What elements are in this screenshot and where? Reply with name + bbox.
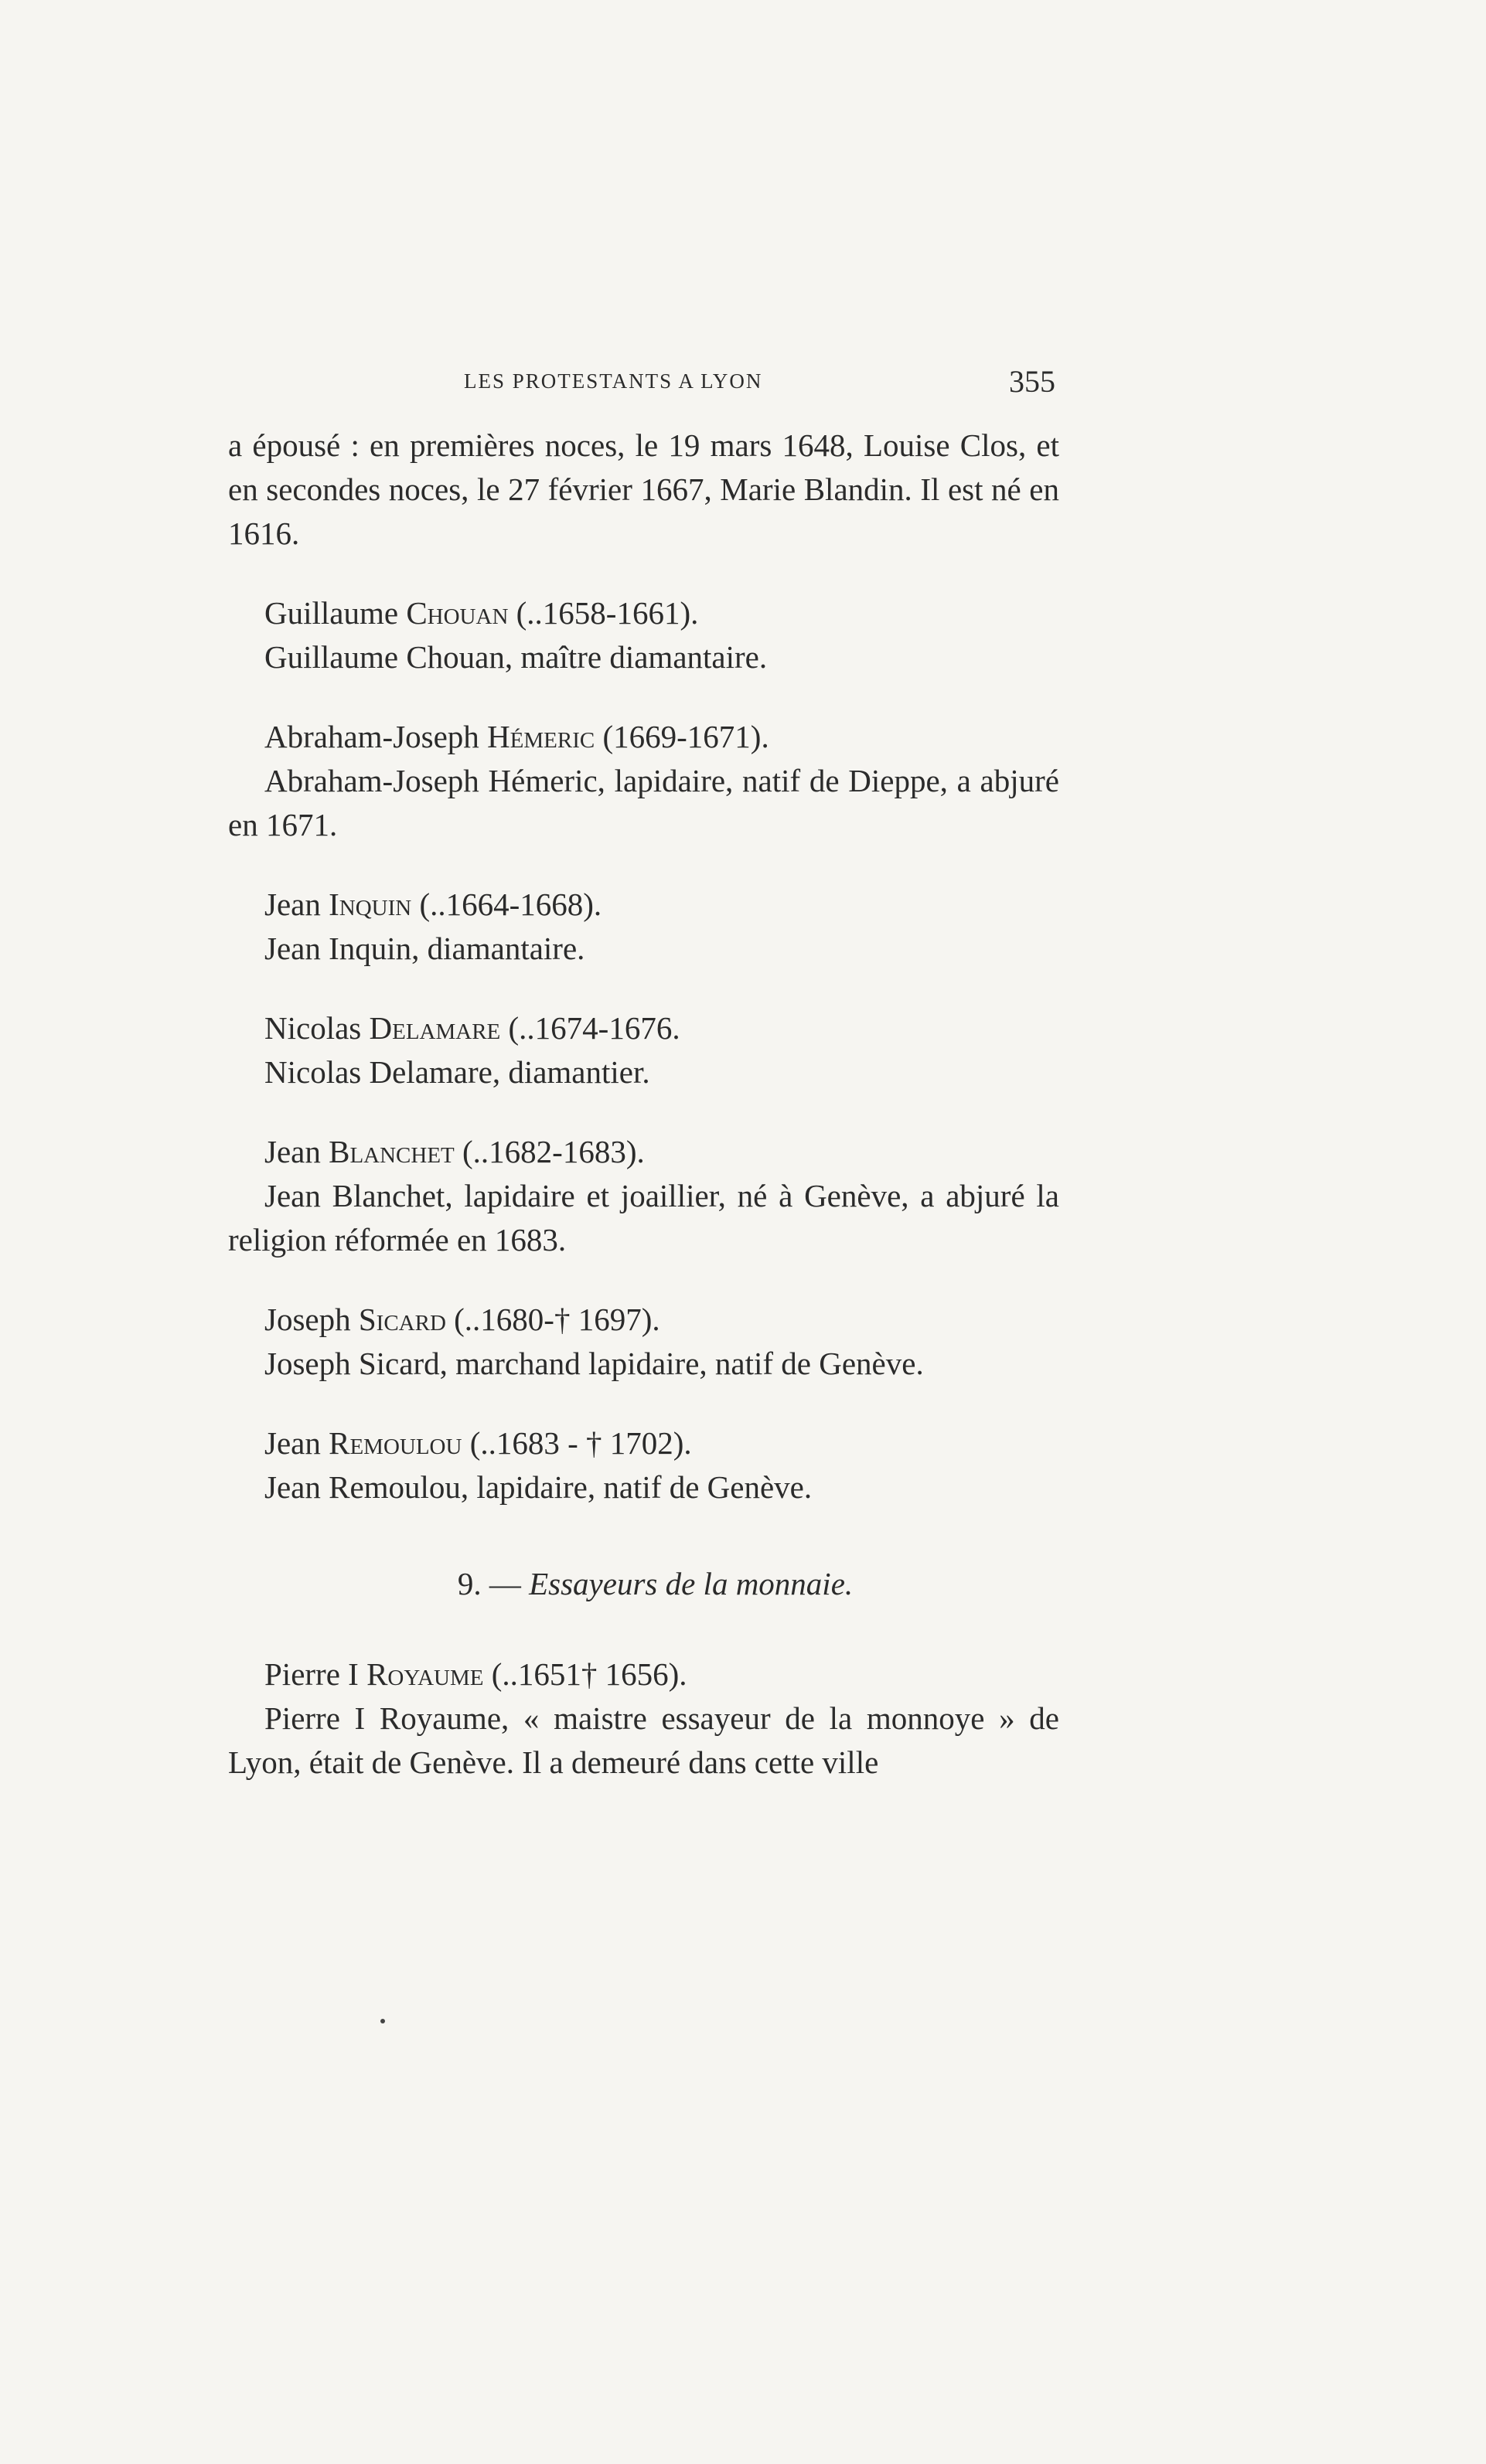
running-title: LES PROTESTANTS A LYON — [464, 369, 763, 393]
page-number: 355 — [1009, 364, 1055, 399]
entry-heading — [228, 591, 1059, 635]
entry-heading — [228, 1130, 1059, 1174]
entry-heading — [228, 1652, 1059, 1697]
entry-heading — [228, 1298, 1059, 1342]
entry-heading — [228, 715, 1059, 759]
entry-surname: Sicard — [358, 1302, 446, 1337]
ink-speck — [380, 2019, 385, 2023]
entry-description: Nicolas Delamare, diamantier. — [264, 1054, 650, 1090]
entry-given-name: Jean — [264, 887, 329, 922]
entry-surname: Blanchet — [329, 1134, 455, 1169]
entry-heading — [228, 883, 1059, 927]
entry-description: Pierre I Royaume, « maistre essayeur de la monnoye » de Lyon, était de Genève. Il a demeuré dans cette ville — [228, 1700, 1059, 1780]
entry-surname: Royaume — [366, 1656, 484, 1692]
entry-heading — [228, 1421, 1059, 1465]
entry-dates: (..1674-1676. — [500, 1010, 680, 1046]
entry-given-name: Jean — [264, 1425, 329, 1461]
entry-dates: (..1680-† 1697). — [445, 1302, 660, 1337]
entry-given-name: Nicolas — [264, 1010, 370, 1046]
entry-given-name: Guillaume — [264, 595, 407, 631]
entry-description: Jean Inquin, diamantaire. — [264, 931, 585, 966]
section-title: Essayeurs de la monnaie. — [529, 1566, 854, 1601]
entry-given-name: Pierre I — [264, 1656, 367, 1692]
section-heading — [228, 1562, 1059, 1606]
entry-given-name: Abraham-Joseph — [264, 719, 488, 754]
entry-heading — [228, 1006, 1059, 1050]
entry-description: Jean Blanchet, lapidaire et joaillier, né à Genève, a abjuré la religion réformée en 1683. — [228, 1178, 1059, 1258]
entry-description: Joseph Sicard, marchand lapidaire, natif de Genève. — [264, 1346, 924, 1381]
entry-dates: (1669-1671). — [595, 719, 769, 754]
intro-paragraph: a épousé : en premières noces, le 19 mars 1648, Louise Clos, et en secondes noces, le 27 février 1667, Marie Blandin. Il est né en 1616. — [228, 427, 1059, 551]
entry-description: Abraham-Joseph Hémeric, lapidaire, natif de Dieppe, a abjuré en 1671. — [228, 763, 1059, 842]
entry-dates: (..1658-1661). — [508, 595, 699, 631]
entry-surname: Chouan — [406, 595, 509, 631]
entry-description: Guillaume Chouan, maître diamantaire. — [264, 639, 768, 675]
page-body — [228, 424, 1059, 1785]
entry-description: Jean Remoulou, lapidaire, natif de Genève. — [264, 1469, 813, 1505]
entry-surname: Remoulou — [329, 1425, 462, 1461]
entry-dates: (..1682-1683). — [454, 1134, 645, 1169]
entry-given-name: Jean — [264, 1134, 329, 1169]
entry-dates: (..1664-1668). — [411, 887, 602, 922]
page-header — [228, 363, 1055, 410]
entry-surname: Delamare — [369, 1010, 501, 1046]
entry-surname: Hémeric — [487, 719, 595, 754]
entry-given-name: Joseph — [264, 1302, 359, 1337]
entry-dates: (..1683 - † 1702). — [462, 1425, 692, 1461]
entry-dates: (..1651† 1656). — [483, 1656, 687, 1692]
entry-surname: Inquin — [329, 887, 412, 922]
section-number: 9. — — [457, 1566, 530, 1601]
